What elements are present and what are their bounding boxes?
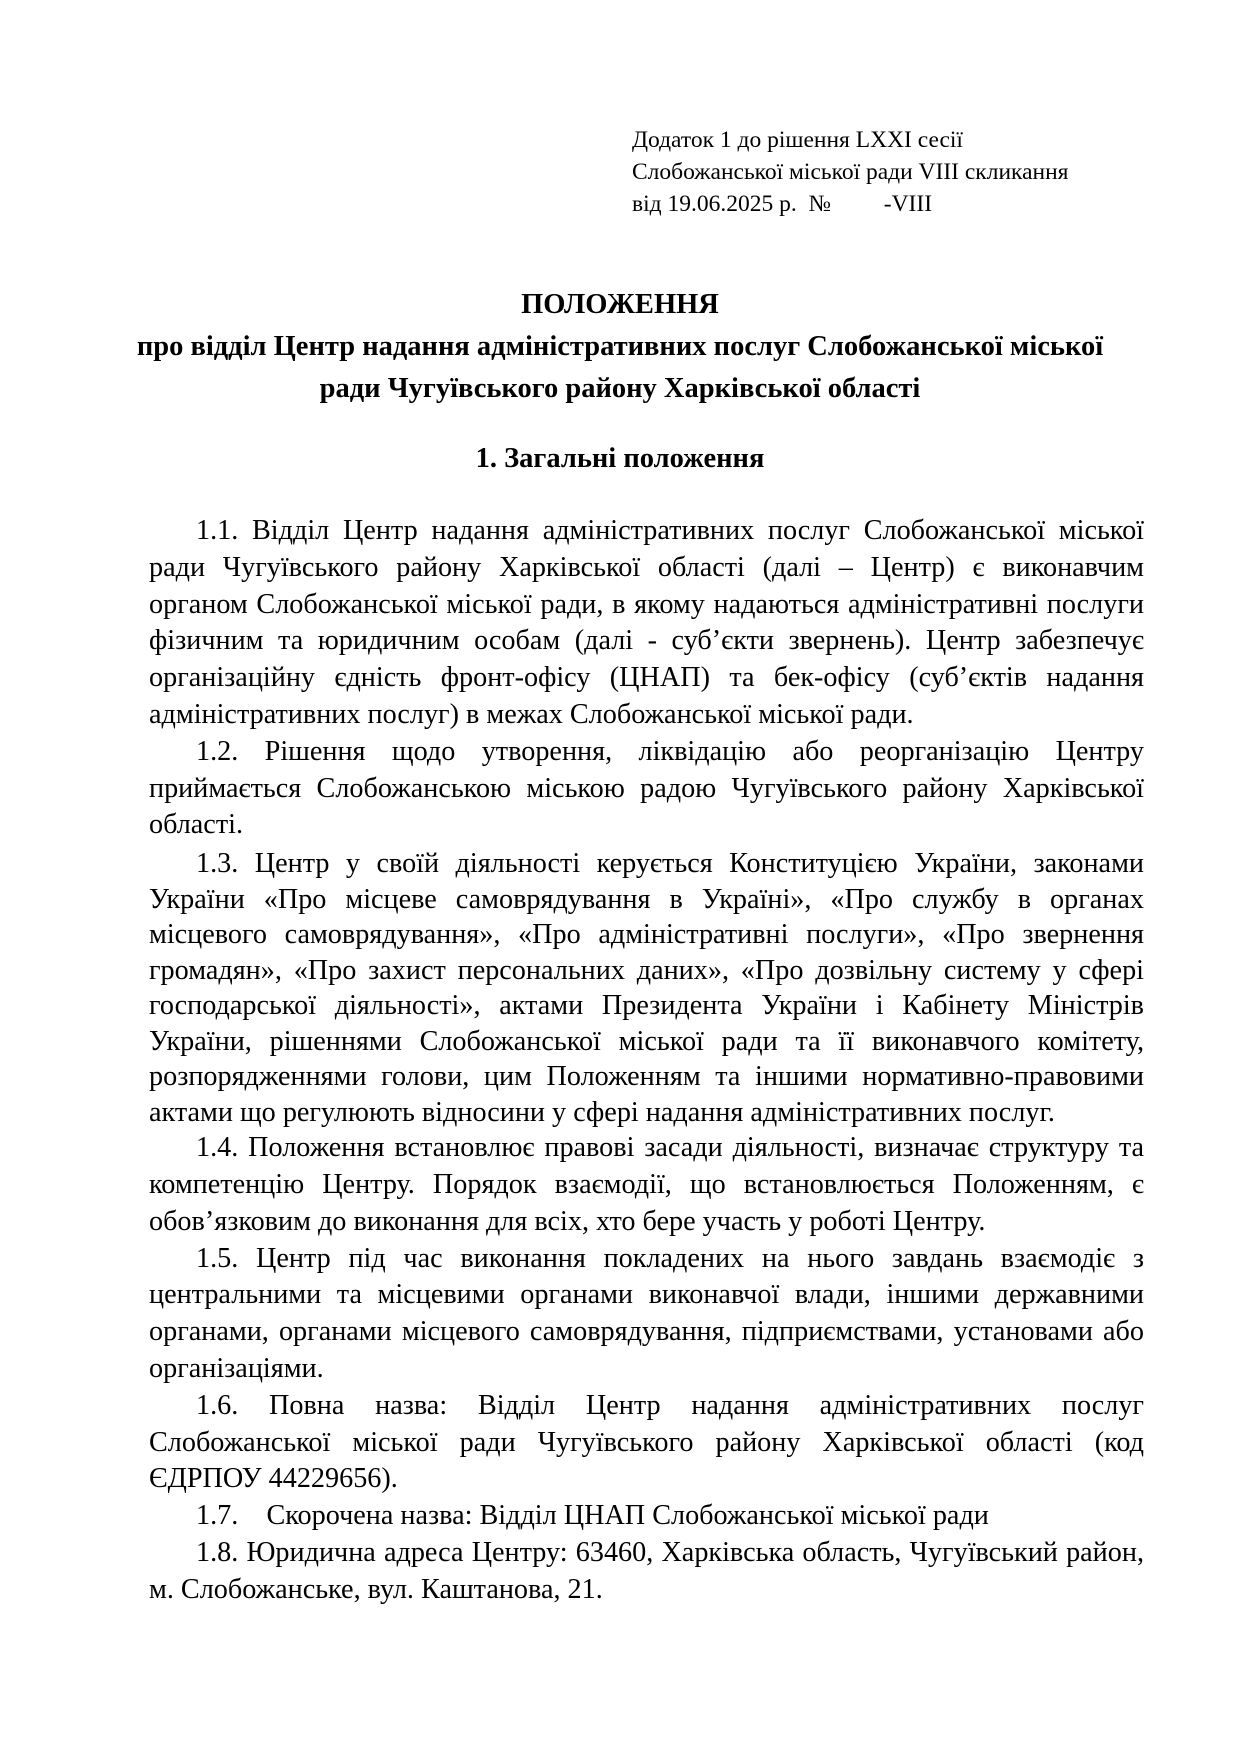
document-title: [130, 284, 1110, 410]
annex-line-3: від 19.06.2025 р. № -VIII: [632, 191, 933, 217]
title-line-2: про відділ Центр надання адміністративних послуг Слобожанської міської: [136, 331, 1104, 362]
title-line-3: ради Чугуївського району Харківської області: [319, 373, 921, 404]
annex-note: [632, 124, 1192, 220]
paragraph-1-3: 1.3. Центр у своїй діяльності керується Конституцією України, законами України «Про місцеве самоврядування в Україні», «Про службу в органах місцевого самоврядування», «Про адміністративні послуги», «Про звернення громадян», «Про захист персональних даних», «Про дозвільну систему у сфері господарської діяльності», актами Президента України і Кабінету Міністрів України, рішеннями Слобожанської міської ради та її виконавчого комітету, розпорядженнями голови, цим Положенням та іншими нормативно-правовими актами що регулюють відносини у сфері надання адміністративних послуг.: [149, 848, 1144, 1128]
paragraph-1-1: 1.1. Відділ Центр надання адміністративних послуг Слобожанської міської ради Чугуївського району Харківської області (далі – Центр) є виконавчим органом Слобожанської міської ради, в якому надаються адміністративні послуги фізичним та юридичним особам (далі - суб’єкти звернень). Центр забезпечує організаційну єдність фронт-офісу (ЦНАП) та бек-офісу (суб’єктів надання адміністративних послуг) в межах Слобожанської міської ради.: [149, 515, 1144, 730]
title-line-1: ПОЛОЖЕННЯ: [521, 289, 719, 320]
paragraph-1-8: 1.8. Юридична адреса Центру: 63460, Харківська область, Чугуївський район, м. Слобожанське, вул. Каштанова, 21.: [149, 1536, 1144, 1605]
annex-line-2: Слобожанської міської ради VIII скликання: [632, 159, 1069, 185]
section-heading: 1. Загальні положення: [475, 443, 765, 474]
section-body: [149, 513, 1144, 1609]
paragraph-1-5: 1.5. Центр під час виконання покладених на нього завдань взаємодіє з центральними та місцевими органами виконавчої влади, іншими державними органами, органами місцевого самоврядування, підприємствами, установами або організаціями.: [149, 1242, 1144, 1384]
annex-line-1: Додаток 1 до рішення LXXI сесії: [632, 127, 963, 153]
paragraph-1-7: 1.7. Скорочена назва: Відділ ЦНАП Слобожанської міської ради: [196, 1500, 989, 1532]
paragraph-1-2: 1.2. Рішення щодо утворення, ліквідацію або реорганізацію Центру приймається Слобожанською міською радою Чугуївського району Харківської області.: [149, 735, 1144, 841]
paragraph-1-4: 1.4. Положення встановлює правові засади діяльності, визначає структуру та компетенцію Центру. Порядок взаємодії, що встановлюється Положенням, є обов’язковим до виконання для всіх, хто бере участь у роботі Центру.: [149, 1132, 1144, 1237]
paragraph-1-6: 1.6. Повна назва: Відділ Центр надання адміністративних послуг Слобожанської міської ради Чугуївського району Харківської області (код ЄДРПОУ 44229656).: [149, 1389, 1144, 1495]
